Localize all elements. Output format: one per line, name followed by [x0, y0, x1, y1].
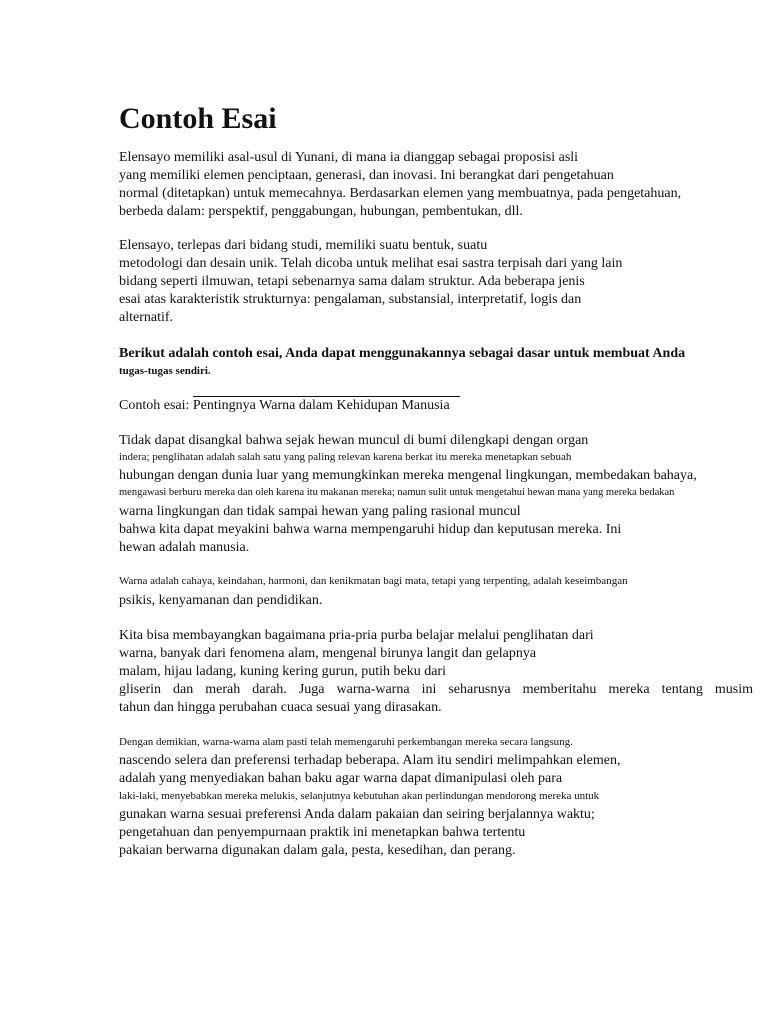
paragraph-2-line: esai atas karakteristik strukturnya: pengalaman, substansial, interpretatif, logis dan — [119, 292, 582, 307]
paragraph-3-line: indera; penglihatan adalah salah satu yang paling relevan karena berkat itu mereka menetapkan sebuah — [119, 451, 572, 463]
paragraph-1-line: Elensayo memiliki asal-usul di Yunani, di mana ia dianggap sebagai proposisi asli — [119, 150, 579, 165]
paragraph-1-line: yang memiliki elemen penciptaan, generasi, dan inovasi. Ini berangkat dari pengetahuan — [119, 168, 614, 183]
paragraph-3-line: Tidak dapat disangkal bahwa sejak hewan muncul di bumi dilengkapi dengan organ — [119, 433, 589, 448]
paragraph-2-line: bidang seperti ilmuwan, tetapi sebenarnya sama dalam struktur. Ada beberapa jenis — [119, 274, 585, 289]
essay-heading-mark — [450, 398, 461, 413]
essay-heading-prefix: Contoh esai: — [119, 398, 193, 413]
paragraph-5-line: malam, hijau ladang, kuning kering gurun, putih beku dari — [119, 664, 446, 679]
paragraph-5-line: gliserin dan merah darah. Juga warna-warna ini seharusnya memberitahu mereka tentang musim — [119, 682, 753, 697]
paragraph-1-line: normal (ditetapkan) untuk memecahnya. Berdasarkan elemen yang membuatnya, pada pengetahuan, — [119, 186, 682, 201]
paragraph-2-line: metodologi dan desain unik. Telah dicoba untuk melihat esai sastra terpisah dari yang lain — [119, 256, 623, 271]
paragraph-2-line: Elensayo, terlepas dari bidang studi, memiliki suatu bentuk, suatu — [119, 238, 488, 253]
paragraph-3-line: mengawasi berburu mereka dan oleh karena itu makanan mereka; namun sulit untuk mengetahui hewan mana yang mereka bedakan — [119, 487, 675, 498]
paragraph-3-line: warna lingkungan dan tidak sampai hewan yang paling rasional muncul — [119, 504, 521, 519]
paragraph-5-line: warna, banyak dari fenomena alam, mengenal birunya langit dan gelapnya — [119, 646, 537, 661]
paragraph-4-line: psikis, kenyamanan dan pendidikan. — [119, 593, 323, 608]
paragraph-6-line: laki-laki, menyebabkan mereka melukis, selanjutnya kebutuhan akan perlindungan mendorong mereka untuk — [119, 790, 600, 802]
paragraph-6-line: pengetahuan dan penyempurnaan praktik ini menetapkan bahwa tertentu — [119, 825, 526, 840]
essay-heading — [119, 397, 460, 414]
paragraph-3-line: bahwa kita dapat meyakini bahwa warna mempengaruhi hidup dan keputusan mereka. Ini — [119, 522, 622, 537]
paragraph-3-line: hewan adalah manusia. — [119, 540, 250, 555]
bold-intro-line: tugas-tugas sendiri. — [119, 365, 211, 377]
paragraph-4-line: Warna adalah cahaya, keindahan, harmoni, dan kenikmatan bagi mata, tetapi yang terpenting, adalah keseimbangan — [119, 575, 628, 587]
paragraph-6-line: gunakan warna sesuai preferensi Anda dalam pakaian dan seiring berjalannya waktu; — [119, 807, 595, 822]
paragraph-3-line: hubungan dengan dunia luar yang memungkinkan mereka mengenal lingkungan, membedakan bahaya, — [119, 468, 697, 483]
paragraph-5-line: Kita bisa membayangkan bagaimana pria-pria purba belajar melalui penglihatan dari — [119, 628, 594, 643]
essay-heading-title: Pentingnya Warna dalam Kehidupan Manusia — [192, 398, 450, 413]
paragraph-6-line: nascendo selera dan preferensi terhadap beberapa. Alam itu sendiri melimpahkan elemen, — [119, 753, 621, 768]
page-title: Contoh Esai — [119, 102, 277, 135]
paragraph-6-line: Dengan demikian, warna-warna alam pasti telah memengaruhi perkembangan mereka secara langsung. — [119, 736, 573, 748]
paragraph-5-line: tahun dan hingga perubahan cuaca sesuai yang dirasakan. — [119, 700, 442, 715]
bold-intro-line: Berikut adalah contoh esai, Anda dapat menggunakannya sebagai dasar untuk membuat Anda — [119, 346, 686, 361]
paragraph-6-line: pakaian berwarna digunakan dalam gala, pesta, kesedihan, dan perang. — [119, 843, 516, 858]
paragraph-6-line: adalah yang menyediakan bahan baku agar warna dapat dimanipulasi oleh para — [119, 771, 563, 786]
paragraph-2-line: alternatif. — [119, 310, 174, 325]
paragraph-1-line: berbeda dalam: perspektif, penggabungan, hubungan, pembentukan, dll. — [119, 204, 523, 219]
